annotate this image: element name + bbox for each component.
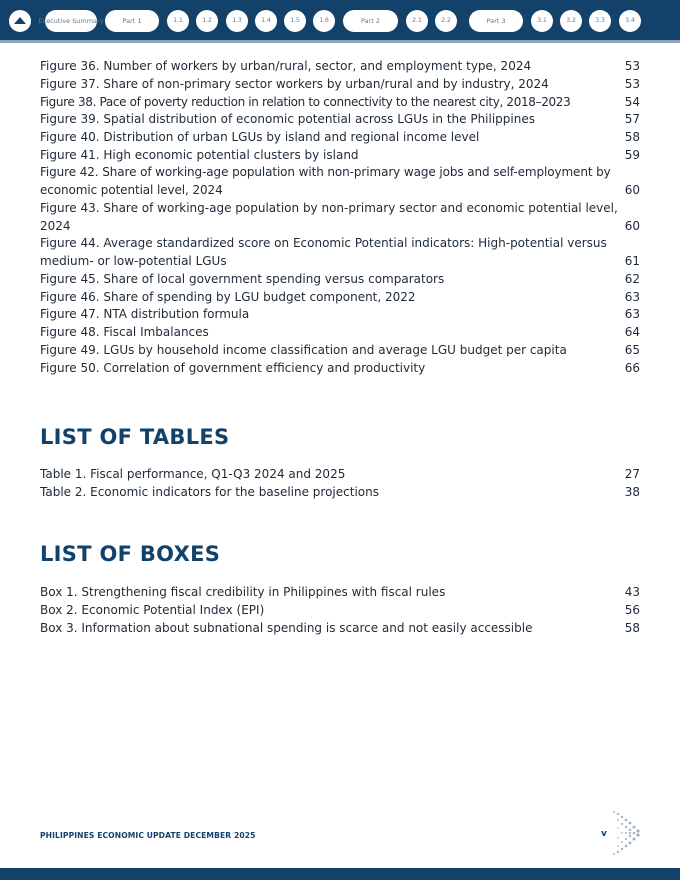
figure-page: 54 [624, 95, 640, 109]
figure-title: Figure 45. Share of local government spending versus comparators [40, 272, 445, 286]
figure-page: 63 [624, 290, 640, 304]
box-page: 58 [624, 621, 640, 635]
table-title: Table 2. Economic indicators for the baseline projections [40, 485, 379, 499]
nav-section-1-2[interactable]: 1.2 [196, 10, 218, 32]
figure-title: Figure 39. Spatial distribution of economic potential across LGUs in the Philippines [40, 112, 535, 126]
figure-page: 65 [624, 343, 640, 357]
figure-entry-49[interactable] [40, 342, 640, 360]
nav-section-2-1[interactable]: 2.1 [406, 10, 428, 32]
nav-part-2[interactable]: Part 2 [343, 10, 398, 32]
nav-section-1-4[interactable]: 1.4 [255, 10, 277, 32]
figure-entry-47[interactable] [40, 306, 640, 324]
table-page: 27 [624, 467, 640, 481]
figure-entry-46[interactable] [40, 289, 640, 307]
top-navigation-bar [0, 0, 680, 40]
nav-divider [0, 40, 680, 43]
up-arrow-icon [14, 17, 26, 24]
figure-page: 60 [624, 218, 640, 233]
figure-title: Figure 37. Share of non-primary sector workers by urban/rural and by industry, 2024 [40, 77, 549, 91]
box-entry-2[interactable] [40, 602, 640, 620]
figure-entry-48[interactable] [40, 324, 640, 342]
box-entry-1[interactable] [40, 584, 640, 602]
footer-report-title: PHILIPPINES ECONOMIC UPDATE DECEMBER 2025 [40, 831, 256, 840]
figure-page: 57 [624, 112, 640, 126]
figure-entry-50[interactable] [40, 360, 640, 378]
figure-title: Figure 42. Share of working-age population with non-primary wage jobs and self-employment by economic potential level, 2024 [40, 165, 611, 197]
footer-page-number: v [601, 829, 607, 839]
nav-section-1-3[interactable]: 1.3 [226, 10, 248, 32]
figure-page: 66 [624, 361, 640, 375]
figure-entry-42[interactable] [40, 164, 640, 199]
table-title: Table 1. Fiscal performance, Q1-Q3 2024 and 2025 [40, 467, 346, 481]
nav-executive-summary[interactable]: Executive Summary [45, 10, 97, 32]
figure-title: Figure 50. Correlation of government efficiency and productivity [40, 361, 426, 375]
nav-part-3[interactable]: Part 3 [469, 10, 523, 32]
list-of-boxes-heading: LIST OF BOXES [40, 542, 221, 566]
figure-title: Figure 38. Pace of poverty reduction in relation to connectivity to the nearest city, 2018–2023 [40, 95, 571, 109]
figure-page: 59 [624, 148, 640, 162]
figure-entry-37[interactable] [40, 76, 640, 94]
figure-entry-38[interactable] [40, 94, 640, 112]
bottom-bar [0, 868, 680, 880]
figure-entry-39[interactable] [40, 111, 640, 129]
figure-title: Figure 48. Fiscal Imbalances [40, 325, 209, 339]
figure-title: Figure 46. Share of spending by LGU budget component, 2022 [40, 290, 416, 304]
figure-title: Figure 44. Average standardized score on Economic Potential indicators: High-potential versus medium- or low-potential LGUs [40, 236, 607, 268]
figure-entry-43[interactable] [40, 200, 640, 235]
list-of-tables-heading: LIST OF TABLES [40, 425, 230, 449]
table-entry-2[interactable] [40, 484, 640, 502]
box-page: 43 [624, 585, 640, 599]
figure-page: 63 [624, 307, 640, 321]
nav-section-1-6[interactable]: 1.6 [313, 10, 335, 32]
nav-section-1-5[interactable]: 1.5 [284, 10, 306, 32]
figure-title: Figure 47. NTA distribution formula [40, 307, 250, 321]
figure-page: 58 [624, 130, 640, 144]
scroll-to-top-button[interactable] [9, 10, 31, 32]
box-title: Box 2. Economic Potential Index (EPI) [40, 603, 265, 617]
figure-page: 64 [624, 325, 640, 339]
figure-title: Figure 43. Share of working-age population by non-primary sector and economic potential level, 2024 [40, 201, 618, 233]
figure-title: Figure 41. High economic potential clusters by island [40, 148, 359, 162]
nav-section-3-1[interactable]: 3.1 [531, 10, 553, 32]
figure-title: Figure 40. Distribution of urban LGUs by island and regional income level [40, 130, 480, 144]
figure-page: 53 [624, 59, 640, 73]
figure-title: Figure 49. LGUs by household income classification and average LGU budget per capita [40, 343, 567, 357]
nav-section-3-2[interactable]: 3.2 [560, 10, 582, 32]
figure-page: 61 [624, 253, 640, 268]
figure-entry-44[interactable] [40, 235, 640, 270]
nav-section-1-1[interactable]: 1.1 [167, 10, 189, 32]
figure-page: 60 [624, 182, 640, 197]
box-title: Box 1. Strengthening fiscal credibility in Philippines with fiscal rules [40, 585, 446, 599]
figure-page: 62 [624, 272, 640, 286]
figure-entry-41[interactable] [40, 147, 640, 165]
box-title: Box 3. Information about subnational spending is scarce and not easily accessible [40, 621, 533, 635]
box-entry-3[interactable] [40, 620, 640, 638]
table-entry-1[interactable] [40, 466, 640, 484]
nav-section-2-2[interactable]: 2.2 [435, 10, 457, 32]
nav-section-3-4[interactable]: 3.4 [619, 10, 641, 32]
figure-page: 53 [624, 77, 640, 91]
nav-part-1[interactable]: Part 1 [105, 10, 159, 32]
box-page: 56 [624, 603, 640, 617]
figure-entry-45[interactable] [40, 271, 640, 289]
figure-entry-36[interactable] [40, 58, 640, 76]
dotted-arrow-icon [608, 808, 644, 858]
figure-entry-40[interactable] [40, 129, 640, 147]
figure-title: Figure 36. Number of workers by urban/rural, sector, and employment type, 2024 [40, 59, 532, 73]
table-page: 38 [624, 485, 640, 499]
nav-section-3-3[interactable]: 3.3 [589, 10, 611, 32]
